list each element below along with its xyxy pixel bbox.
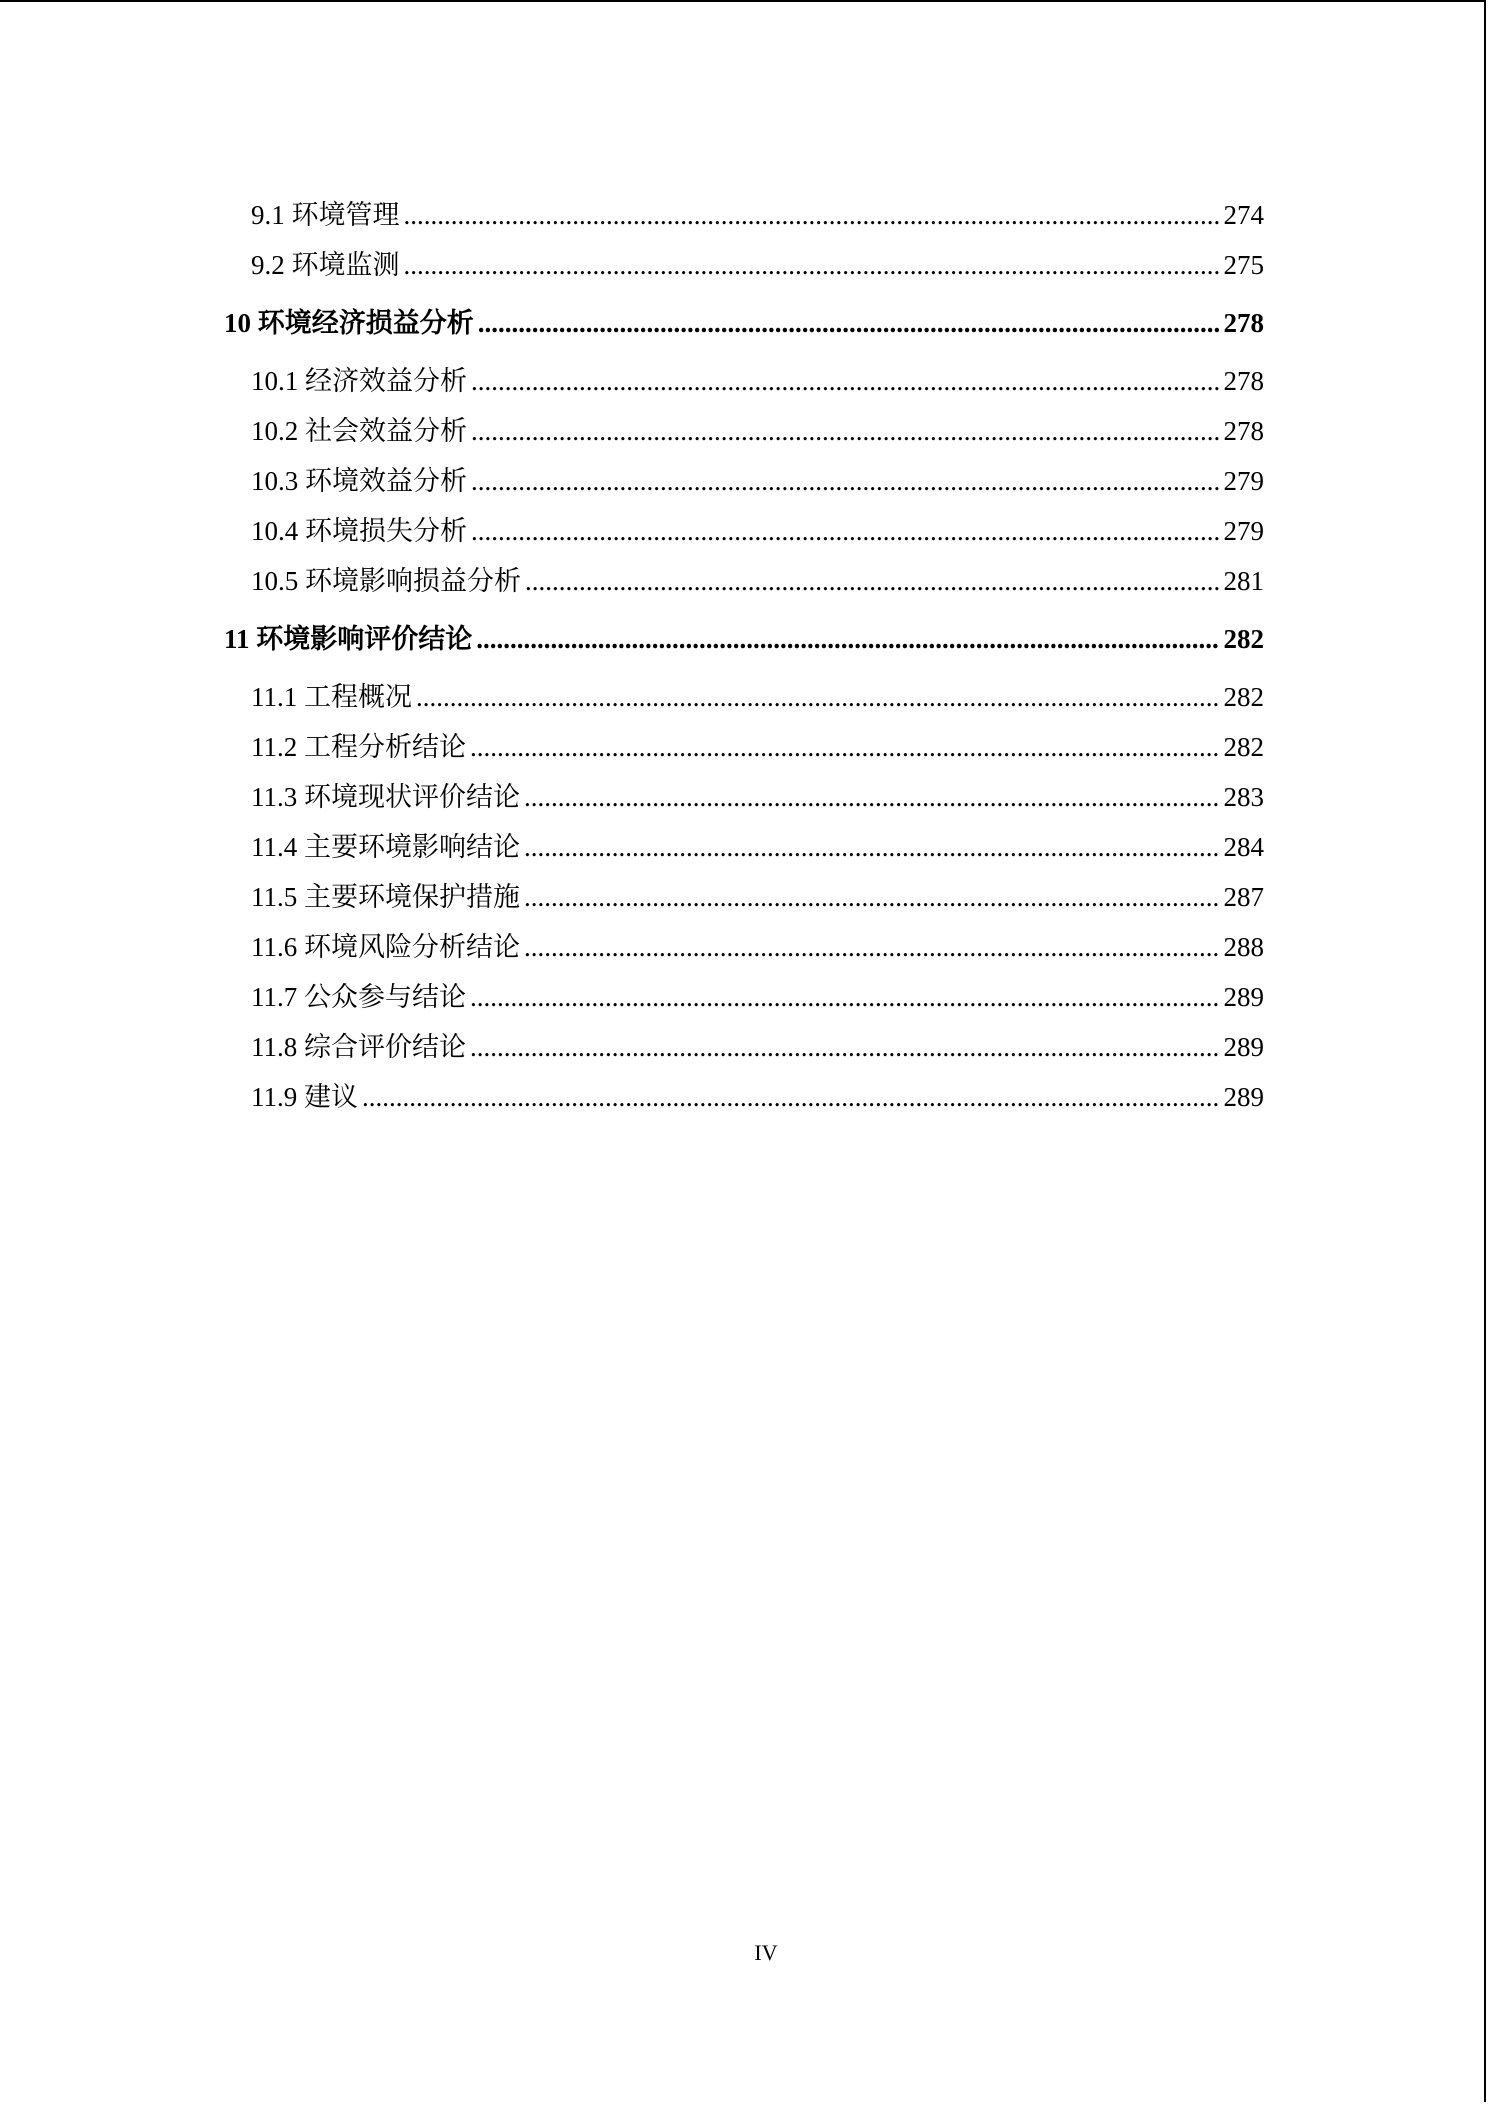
toc-entry-page: 274 xyxy=(1223,200,1264,230)
toc-dot-leader xyxy=(470,722,1220,772)
toc-entry-page: 287 xyxy=(1223,882,1264,912)
toc-entry-page: 288 xyxy=(1223,932,1264,962)
toc-entry-label: 10.1 经济效益分析 xyxy=(251,366,467,396)
toc-dot-leader xyxy=(471,456,1220,506)
toc-dot-leader xyxy=(524,772,1220,822)
toc-entry-11-5[interactable] xyxy=(224,872,1264,922)
toc-entry-label: 11.7 公众参与结论 xyxy=(251,982,466,1012)
toc-entry-10-3[interactable] xyxy=(224,456,1264,506)
toc-dot-leader xyxy=(416,672,1220,722)
toc-entry-label: 9.1 环境管理 xyxy=(251,200,400,230)
toc-chapter-page: 282 xyxy=(1223,624,1264,654)
toc-dot-leader xyxy=(524,922,1220,972)
toc-entry-11-3[interactable] xyxy=(224,772,1264,822)
toc-chapter-page: 278 xyxy=(1223,308,1264,338)
toc-dot-leader xyxy=(525,556,1220,606)
toc-entry-page: 283 xyxy=(1223,782,1264,812)
toc-entry-page: 275 xyxy=(1223,250,1264,280)
toc-entry-page: 289 xyxy=(1223,1082,1264,1112)
toc-entry-page: 289 xyxy=(1223,1032,1264,1062)
toc-dot-leader xyxy=(524,822,1220,872)
toc-entry-label: 10.3 环境效益分析 xyxy=(251,466,467,496)
toc-entry-11-1[interactable] xyxy=(224,672,1264,722)
toc-entry-10-1[interactable] xyxy=(224,356,1264,406)
toc-chapter-label: 10 环境经济损益分析 xyxy=(224,308,474,338)
toc-entry-11-4[interactable] xyxy=(224,822,1264,872)
toc-entry-11-9[interactable] xyxy=(224,1072,1264,1122)
toc-dot-leader xyxy=(471,406,1220,456)
toc-entry-page: 278 xyxy=(1223,366,1264,396)
toc-dot-leader xyxy=(471,506,1220,556)
toc-entry-label: 11.8 综合评价结论 xyxy=(251,1032,466,1062)
toc-entry-label: 10.5 环境影响损益分析 xyxy=(251,566,521,596)
toc-entry-10-5[interactable] xyxy=(224,556,1264,606)
toc-dot-leader xyxy=(362,1072,1220,1122)
toc-entry-label: 9.2 环境监测 xyxy=(251,250,400,280)
toc-entry-label: 11.6 环境风险分析结论 xyxy=(251,932,520,962)
toc-entry-label: 11.9 建议 xyxy=(251,1082,358,1112)
toc-entry-label: 11.5 主要环境保护措施 xyxy=(251,882,520,912)
toc-dot-leader xyxy=(476,614,1219,664)
toc-dot-leader xyxy=(404,240,1220,290)
toc-entry-page: 289 xyxy=(1223,982,1264,1012)
toc-dot-leader xyxy=(470,1022,1220,1072)
toc-entry-label: 11.1 工程概况 xyxy=(251,682,412,712)
toc-entry-page: 279 xyxy=(1223,516,1264,546)
toc-entry-11-8[interactable] xyxy=(224,1022,1264,1072)
toc-entry-page: 281 xyxy=(1223,566,1264,596)
toc-entry-9-1[interactable] xyxy=(224,190,1264,240)
toc-entry-label: 11.4 主要环境影响结论 xyxy=(251,832,520,862)
toc-dot-leader xyxy=(470,972,1220,1022)
toc-entry-11-6[interactable] xyxy=(224,922,1264,972)
toc-entry-page: 284 xyxy=(1223,832,1264,862)
table-of-contents xyxy=(224,190,1264,1122)
toc-chapter-label: 11 环境影响评价结论 xyxy=(224,624,473,654)
toc-entry-page: 278 xyxy=(1223,416,1264,446)
toc-chapter-11[interactable] xyxy=(224,606,1264,672)
toc-entry-label: 10.4 环境损失分析 xyxy=(251,516,467,546)
toc-entry-page: 282 xyxy=(1223,682,1264,712)
toc-entry-label: 11.3 环境现状评价结论 xyxy=(251,782,520,812)
page-number-footer: IV xyxy=(754,1940,778,1965)
toc-dot-leader xyxy=(524,872,1220,922)
toc-entry-9-2[interactable] xyxy=(224,240,1264,290)
toc-entry-label: 11.2 工程分析结论 xyxy=(251,732,466,762)
toc-entry-10-4[interactable] xyxy=(224,506,1264,556)
toc-dot-leader xyxy=(404,190,1220,240)
toc-dot-leader xyxy=(471,356,1220,406)
toc-entry-11-2[interactable] xyxy=(224,722,1264,772)
toc-entry-page: 279 xyxy=(1223,466,1264,496)
toc-entry-10-2[interactable] xyxy=(224,406,1264,456)
toc-chapter-10[interactable] xyxy=(224,290,1264,356)
toc-entry-11-7[interactable] xyxy=(224,972,1264,1022)
toc-dot-leader xyxy=(478,298,1220,348)
toc-entry-page: 282 xyxy=(1223,732,1264,762)
toc-entry-label: 10.2 社会效益分析 xyxy=(251,416,467,446)
